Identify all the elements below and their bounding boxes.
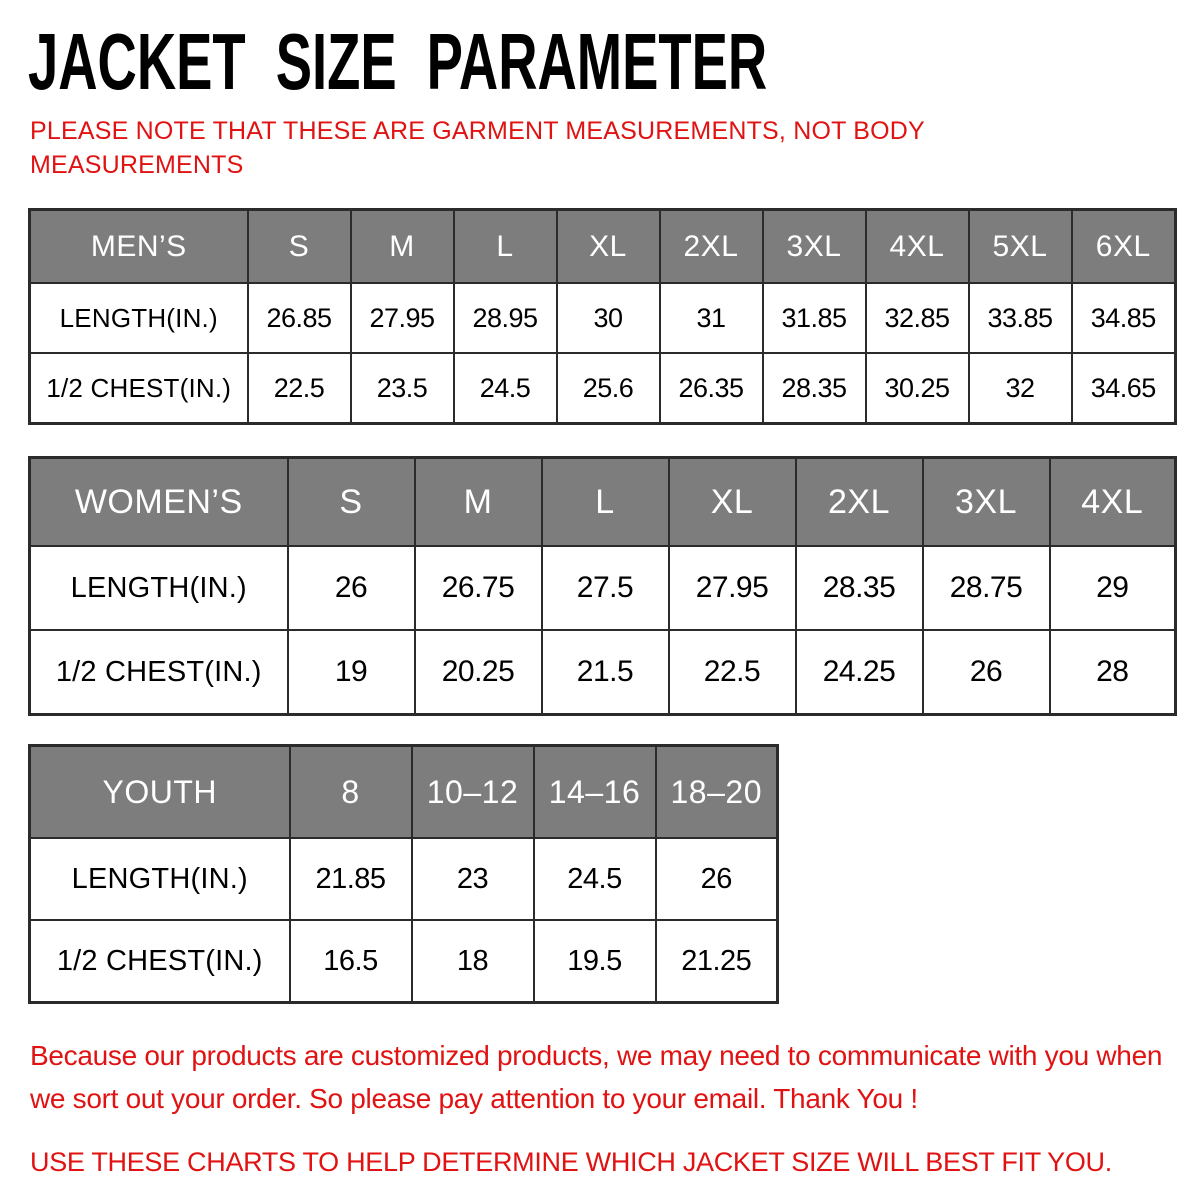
womens-header-row xyxy=(30,458,1176,547)
size-value-cell: 23 xyxy=(412,838,534,920)
size-value-cell: 26.35 xyxy=(660,353,763,424)
row-label: 1/2 CHEST(IN.) xyxy=(30,630,288,715)
size-column-header: 2XL xyxy=(660,210,763,284)
customization-notice: Because our products are customized products, we may need to communicate with you when we sort out your order. So please pay attention to your email. Thank You ! xyxy=(30,1040,1163,1115)
size-column-header: 4XL xyxy=(1050,458,1176,547)
table-row xyxy=(30,920,778,1003)
row-label: LENGTH(IN.) xyxy=(30,546,288,630)
size-column-header: 2XL xyxy=(796,458,923,547)
size-column-header: 5XL xyxy=(969,210,1072,284)
garment-measurement-note: PLEASE NOTE THAT THESE ARE GARMENT MEASUREMENTS, NOT BODY MEASUREMENTS xyxy=(30,117,925,179)
size-value-cell: 27.95 xyxy=(351,283,454,353)
size-value-cell: 27.95 xyxy=(669,546,796,630)
size-value-cell: 31.85 xyxy=(763,283,866,353)
size-value-cell: 22.5 xyxy=(669,630,796,715)
row-label: LENGTH(IN.) xyxy=(30,838,290,920)
size-value-cell: 18 xyxy=(412,920,534,1003)
womens-table-body xyxy=(30,546,1176,715)
table-row xyxy=(30,838,778,920)
size-column-header: S xyxy=(248,210,351,284)
size-value-cell: 20.25 xyxy=(415,630,542,715)
size-value-cell: 28.95 xyxy=(454,283,557,353)
size-column-header: 8 xyxy=(290,746,412,839)
mens-size-table xyxy=(28,208,1177,425)
size-column-header: 6XL xyxy=(1072,210,1176,284)
womens-table-title-cell: WOMEN’S xyxy=(30,458,288,547)
size-column-header: XL xyxy=(669,458,796,547)
size-value-cell: 24.25 xyxy=(796,630,923,715)
size-value-cell: 26.85 xyxy=(248,283,351,353)
size-value-cell: 32 xyxy=(969,353,1072,424)
size-value-cell: 29 xyxy=(1050,546,1176,630)
womens-size-table xyxy=(28,456,1177,716)
youth-table-header xyxy=(30,746,778,839)
size-value-cell: 19.5 xyxy=(534,920,656,1003)
size-column-header: 18–20 xyxy=(656,746,778,839)
size-value-cell: 33.85 xyxy=(969,283,1072,353)
size-value-cell: 26 xyxy=(656,838,778,920)
womens-table-header xyxy=(30,458,1176,547)
size-column-header: XL xyxy=(557,210,660,284)
table-row xyxy=(30,546,1176,630)
size-value-cell: 16.5 xyxy=(290,920,412,1003)
size-column-header: M xyxy=(351,210,454,284)
size-value-cell: 23.5 xyxy=(351,353,454,424)
row-label: 1/2 CHEST(IN.) xyxy=(30,920,290,1003)
size-value-cell: 34.65 xyxy=(1072,353,1176,424)
size-column-header: L xyxy=(542,458,669,547)
size-value-cell: 19 xyxy=(288,630,415,715)
size-value-cell: 26 xyxy=(923,630,1050,715)
youth-table-title-cell: YOUTH xyxy=(30,746,290,839)
row-label: LENGTH(IN.) xyxy=(30,283,248,353)
size-column-header: 14–16 xyxy=(534,746,656,839)
size-value-cell: 22.5 xyxy=(248,353,351,424)
size-value-cell: 31 xyxy=(660,283,763,353)
table-row xyxy=(30,283,1176,353)
size-value-cell: 28.35 xyxy=(796,546,923,630)
mens-table-body xyxy=(30,283,1176,424)
size-value-cell: 26.75 xyxy=(415,546,542,630)
page-title: JACKET SIZE PARAMETER xyxy=(28,17,768,106)
size-value-cell: 25.6 xyxy=(557,353,660,424)
size-value-cell: 26 xyxy=(288,546,415,630)
mens-table-title-cell: MEN’S xyxy=(30,210,248,284)
size-value-cell: 24.5 xyxy=(454,353,557,424)
size-column-header: L xyxy=(454,210,557,284)
size-column-header: 10–12 xyxy=(412,746,534,839)
size-column-header: S xyxy=(288,458,415,547)
youth-size-table xyxy=(28,744,779,1004)
size-value-cell: 24.5 xyxy=(534,838,656,920)
mens-table-header xyxy=(30,210,1176,284)
youth-table-body xyxy=(30,838,778,1003)
mens-header-row xyxy=(30,210,1176,284)
size-value-cell: 28.35 xyxy=(763,353,866,424)
size-value-cell: 21.25 xyxy=(656,920,778,1003)
size-value-cell: 21.85 xyxy=(290,838,412,920)
size-value-cell: 34.85 xyxy=(1072,283,1176,353)
size-value-cell: 32.85 xyxy=(866,283,969,353)
youth-header-row xyxy=(30,746,778,839)
size-column-header: 4XL xyxy=(866,210,969,284)
chart-usage-note: USE THESE CHARTS TO HELP DETERMINE WHICH JACKET SIZE WILL BEST FIT YOU. xyxy=(30,1146,1112,1177)
size-value-cell: 27.5 xyxy=(542,546,669,630)
size-value-cell: 21.5 xyxy=(542,630,669,715)
size-column-header: 3XL xyxy=(763,210,866,284)
size-value-cell: 28.75 xyxy=(923,546,1050,630)
table-row xyxy=(30,353,1176,424)
size-column-header: M xyxy=(415,458,542,547)
size-value-cell: 28 xyxy=(1050,630,1176,715)
size-value-cell: 30.25 xyxy=(866,353,969,424)
size-value-cell: 30 xyxy=(557,283,660,353)
size-column-header: 3XL xyxy=(923,458,1050,547)
table-row xyxy=(30,630,1176,715)
row-label: 1/2 CHEST(IN.) xyxy=(30,353,248,424)
